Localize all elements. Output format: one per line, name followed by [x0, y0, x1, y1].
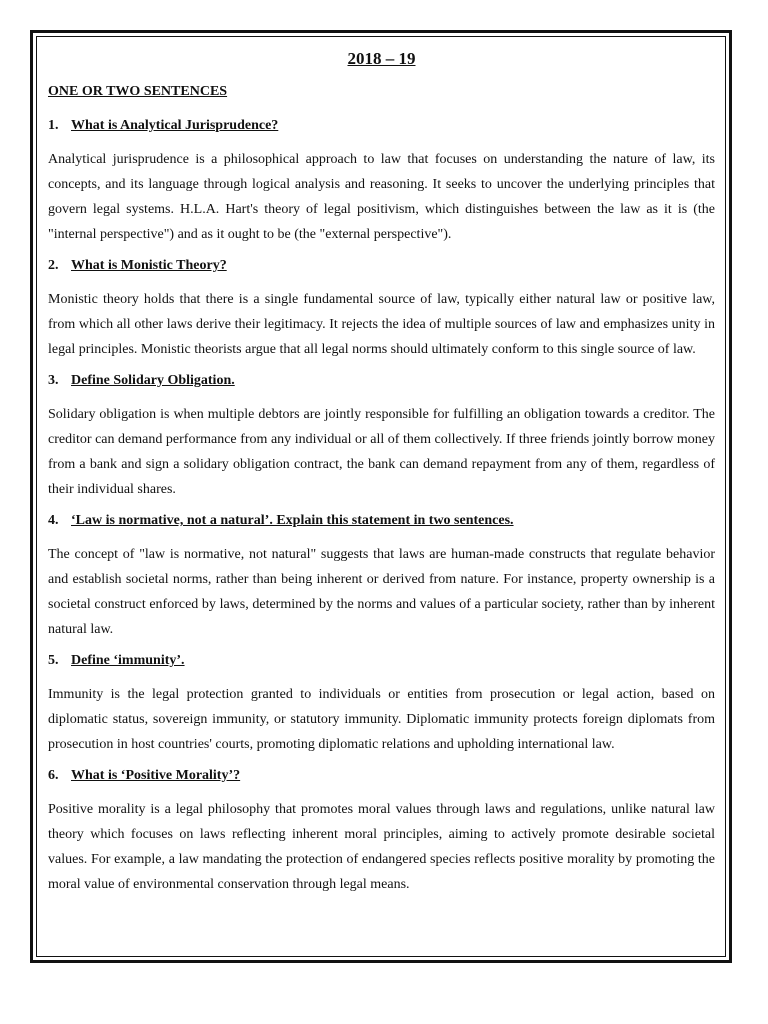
- question-2: [48, 257, 715, 275]
- question-number: 1.: [48, 118, 59, 133]
- question-text: ‘Law is normative, not a natural’. Explain this statement in two sentences.: [71, 513, 514, 528]
- answer-4: The concept of "law is normative, not natural" suggests that laws are human-made constructs that regulate behavior and establish societal norms, rather than being inherent or derived from nature. For instance, property ownership is a societal construct enforced by laws, determined by the norms and values of a particular society, rather than by inherent natural law.: [48, 547, 715, 637]
- question-number: 2.: [48, 258, 59, 273]
- answer-1: Analytical jurisprudence is a philosophical approach to law that focuses on understanding the nature of law, its concepts, and its language through logical analysis and reasoning. It seeks to uncover the underlying principles that govern legal systems. H.L.A. Hart's theory of legal positivism, which distinguishes between the law as it is (the "internal perspective") and as it ought to be (the "external perspective").: [48, 152, 715, 242]
- page-border-inner: [36, 36, 726, 957]
- question-4: [48, 512, 715, 530]
- question-text: Define ‘immunity’.: [71, 653, 185, 668]
- question-3: [48, 372, 715, 390]
- question-5: [48, 652, 715, 670]
- question-text: What is ‘Positive Morality’?: [71, 768, 241, 783]
- question-text: Define Solidary Obligation.: [71, 373, 235, 388]
- question-number: 6.: [48, 768, 59, 783]
- section-title: ONE OR TWO SENTENCES: [48, 84, 228, 99]
- question-1: [48, 117, 715, 135]
- question-6: [48, 767, 715, 785]
- answer-5: Immunity is the legal protection granted to individuals or entities from prosecution or legal action, based on diplomatic status, sovereign immunity, or statutory immunity. Diplomatic immunity protects foreign diplomats from prosecution in host countries' courts, promoting diplomatic relations and upholding international law.: [48, 687, 715, 752]
- question-number: 3.: [48, 373, 59, 388]
- question-text: What is Analytical Jurisprudence?: [71, 118, 279, 133]
- question-number: 5.: [48, 653, 59, 668]
- page-border-outer: [30, 30, 732, 963]
- answer-3: Solidary obligation is when multiple debtors are jointly responsible for fulfilling an obligation towards a creditor. The creditor can demand performance from any individual or all of them collectively. If three friends jointly borrow money from a bank and sign a solidary obligation contract, the bank can demand repayment from any of them, regardless of their individual shares.: [48, 407, 715, 497]
- question-text: What is Monistic Theory?: [71, 258, 227, 273]
- answer-6: Positive morality is a legal philosophy that promotes moral values through laws and regulations, unlike natural law theory which focuses on laws reflecting inherent moral principles, aiming to actively promote desirable societal values. For example, a law mandating the protection of endangered species reflects positive morality by promoting the moral value of environmental conservation through legal means.: [48, 802, 715, 892]
- page-title-year: 2018 – 19: [347, 49, 416, 68]
- question-number: 4.: [48, 513, 59, 528]
- answer-2: Monistic theory holds that there is a single fundamental source of law, typically either natural law or positive law, from which all other laws derive their legitimacy. It rejects the idea of multiple sources of law and emphasizes unity in legal principles. Monistic theorists argue that all legal norms should ultimately conform to this single source of law.: [48, 292, 715, 357]
